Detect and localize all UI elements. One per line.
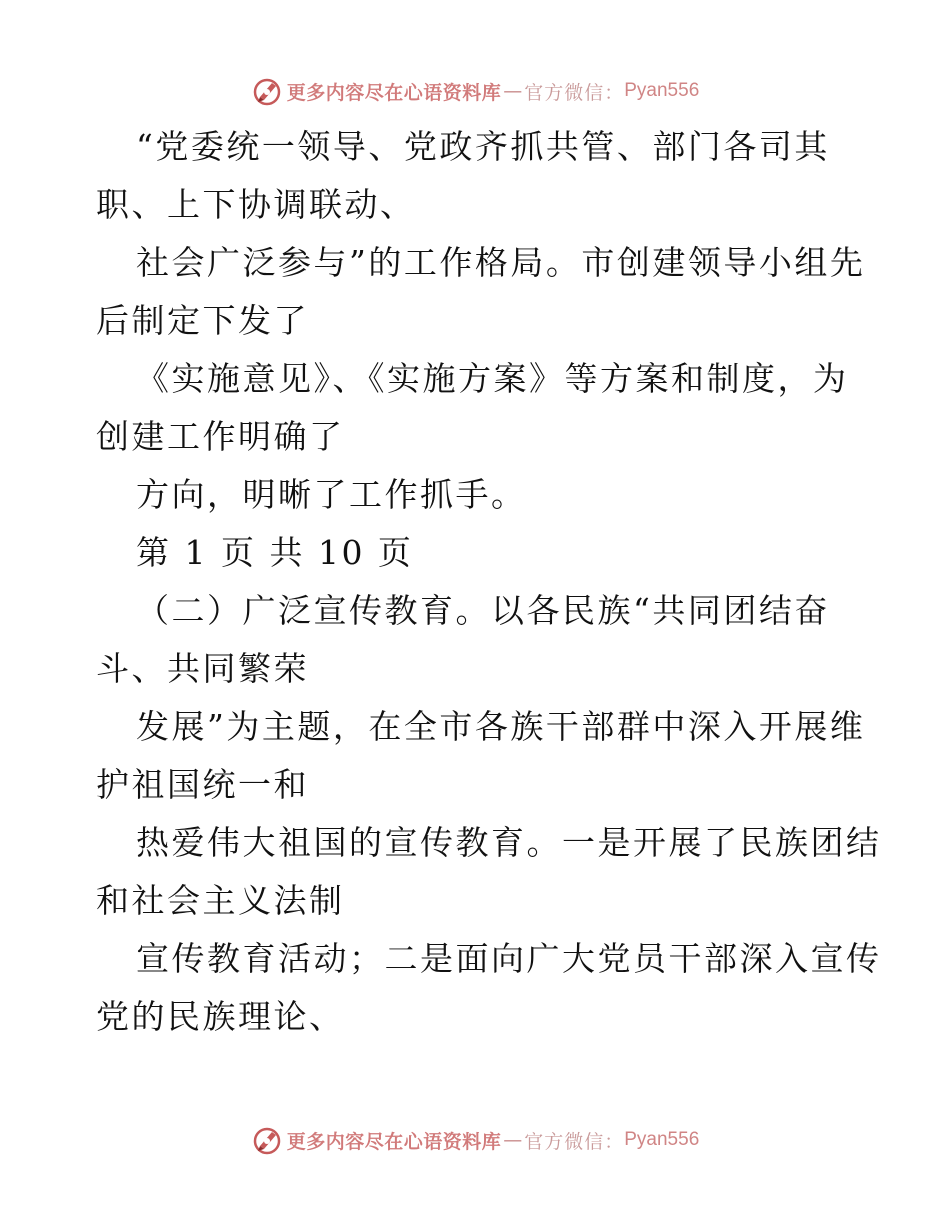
body-line: 《实施意见》、《实施方案》等方案和制度，为 [136, 359, 849, 398]
pen-logo-icon [251, 1124, 283, 1156]
body-line: 斗、共同繁荣 [96, 649, 309, 688]
document-body [96, 118, 882, 1046]
body-line: 党的民族理论、 [96, 997, 345, 1036]
body-line: “党委统一领导、党政齐抓共管、部门各司其 [136, 127, 830, 166]
body-line: 后制定下发了 [96, 301, 309, 340]
body-line: 护祖国统一和 [96, 765, 309, 804]
watermark-dash: — [503, 1129, 523, 1151]
watermark-dash: — [503, 80, 523, 102]
watermark-account-label: 官方微信： [524, 1130, 625, 1153]
watermark-account-id: Pyan556 [624, 80, 700, 101]
watermark-text: 更多内容尽在心语资料库 [286, 1130, 502, 1153]
body-line: （二）广泛宣传教育。以各民族“共同团结奋 [136, 591, 830, 630]
pen-logo-icon [251, 75, 283, 107]
body-line: 和社会主义法制 [96, 881, 345, 920]
watermark-text: 更多内容尽在心语资料库 [286, 81, 502, 104]
body-line: 社会广泛参与”的工作格局。市创建领导小组先 [136, 243, 866, 282]
header-watermark [0, 71, 950, 111]
page-number: 第 1 页 共 10 页 [136, 533, 414, 572]
watermark-account-label: 官方微信： [524, 81, 625, 104]
body-line: 方向，明晰了工作抓手。 [136, 475, 527, 514]
footer-watermark [0, 1120, 950, 1160]
body-line: 创建工作明确了 [96, 417, 345, 456]
body-line: 热爱伟大祖国的宣传教育。一是开展了民族团结 [136, 823, 882, 862]
body-line: 宣传教育活动；二是面向广大党员干部深入宣传 [136, 939, 882, 978]
body-line: 发展”为主题，在全市各族干部群中深入开展维 [136, 707, 866, 746]
body-line: 职、上下协调联动、 [96, 185, 416, 224]
watermark-account-id: Pyan556 [624, 1129, 700, 1150]
